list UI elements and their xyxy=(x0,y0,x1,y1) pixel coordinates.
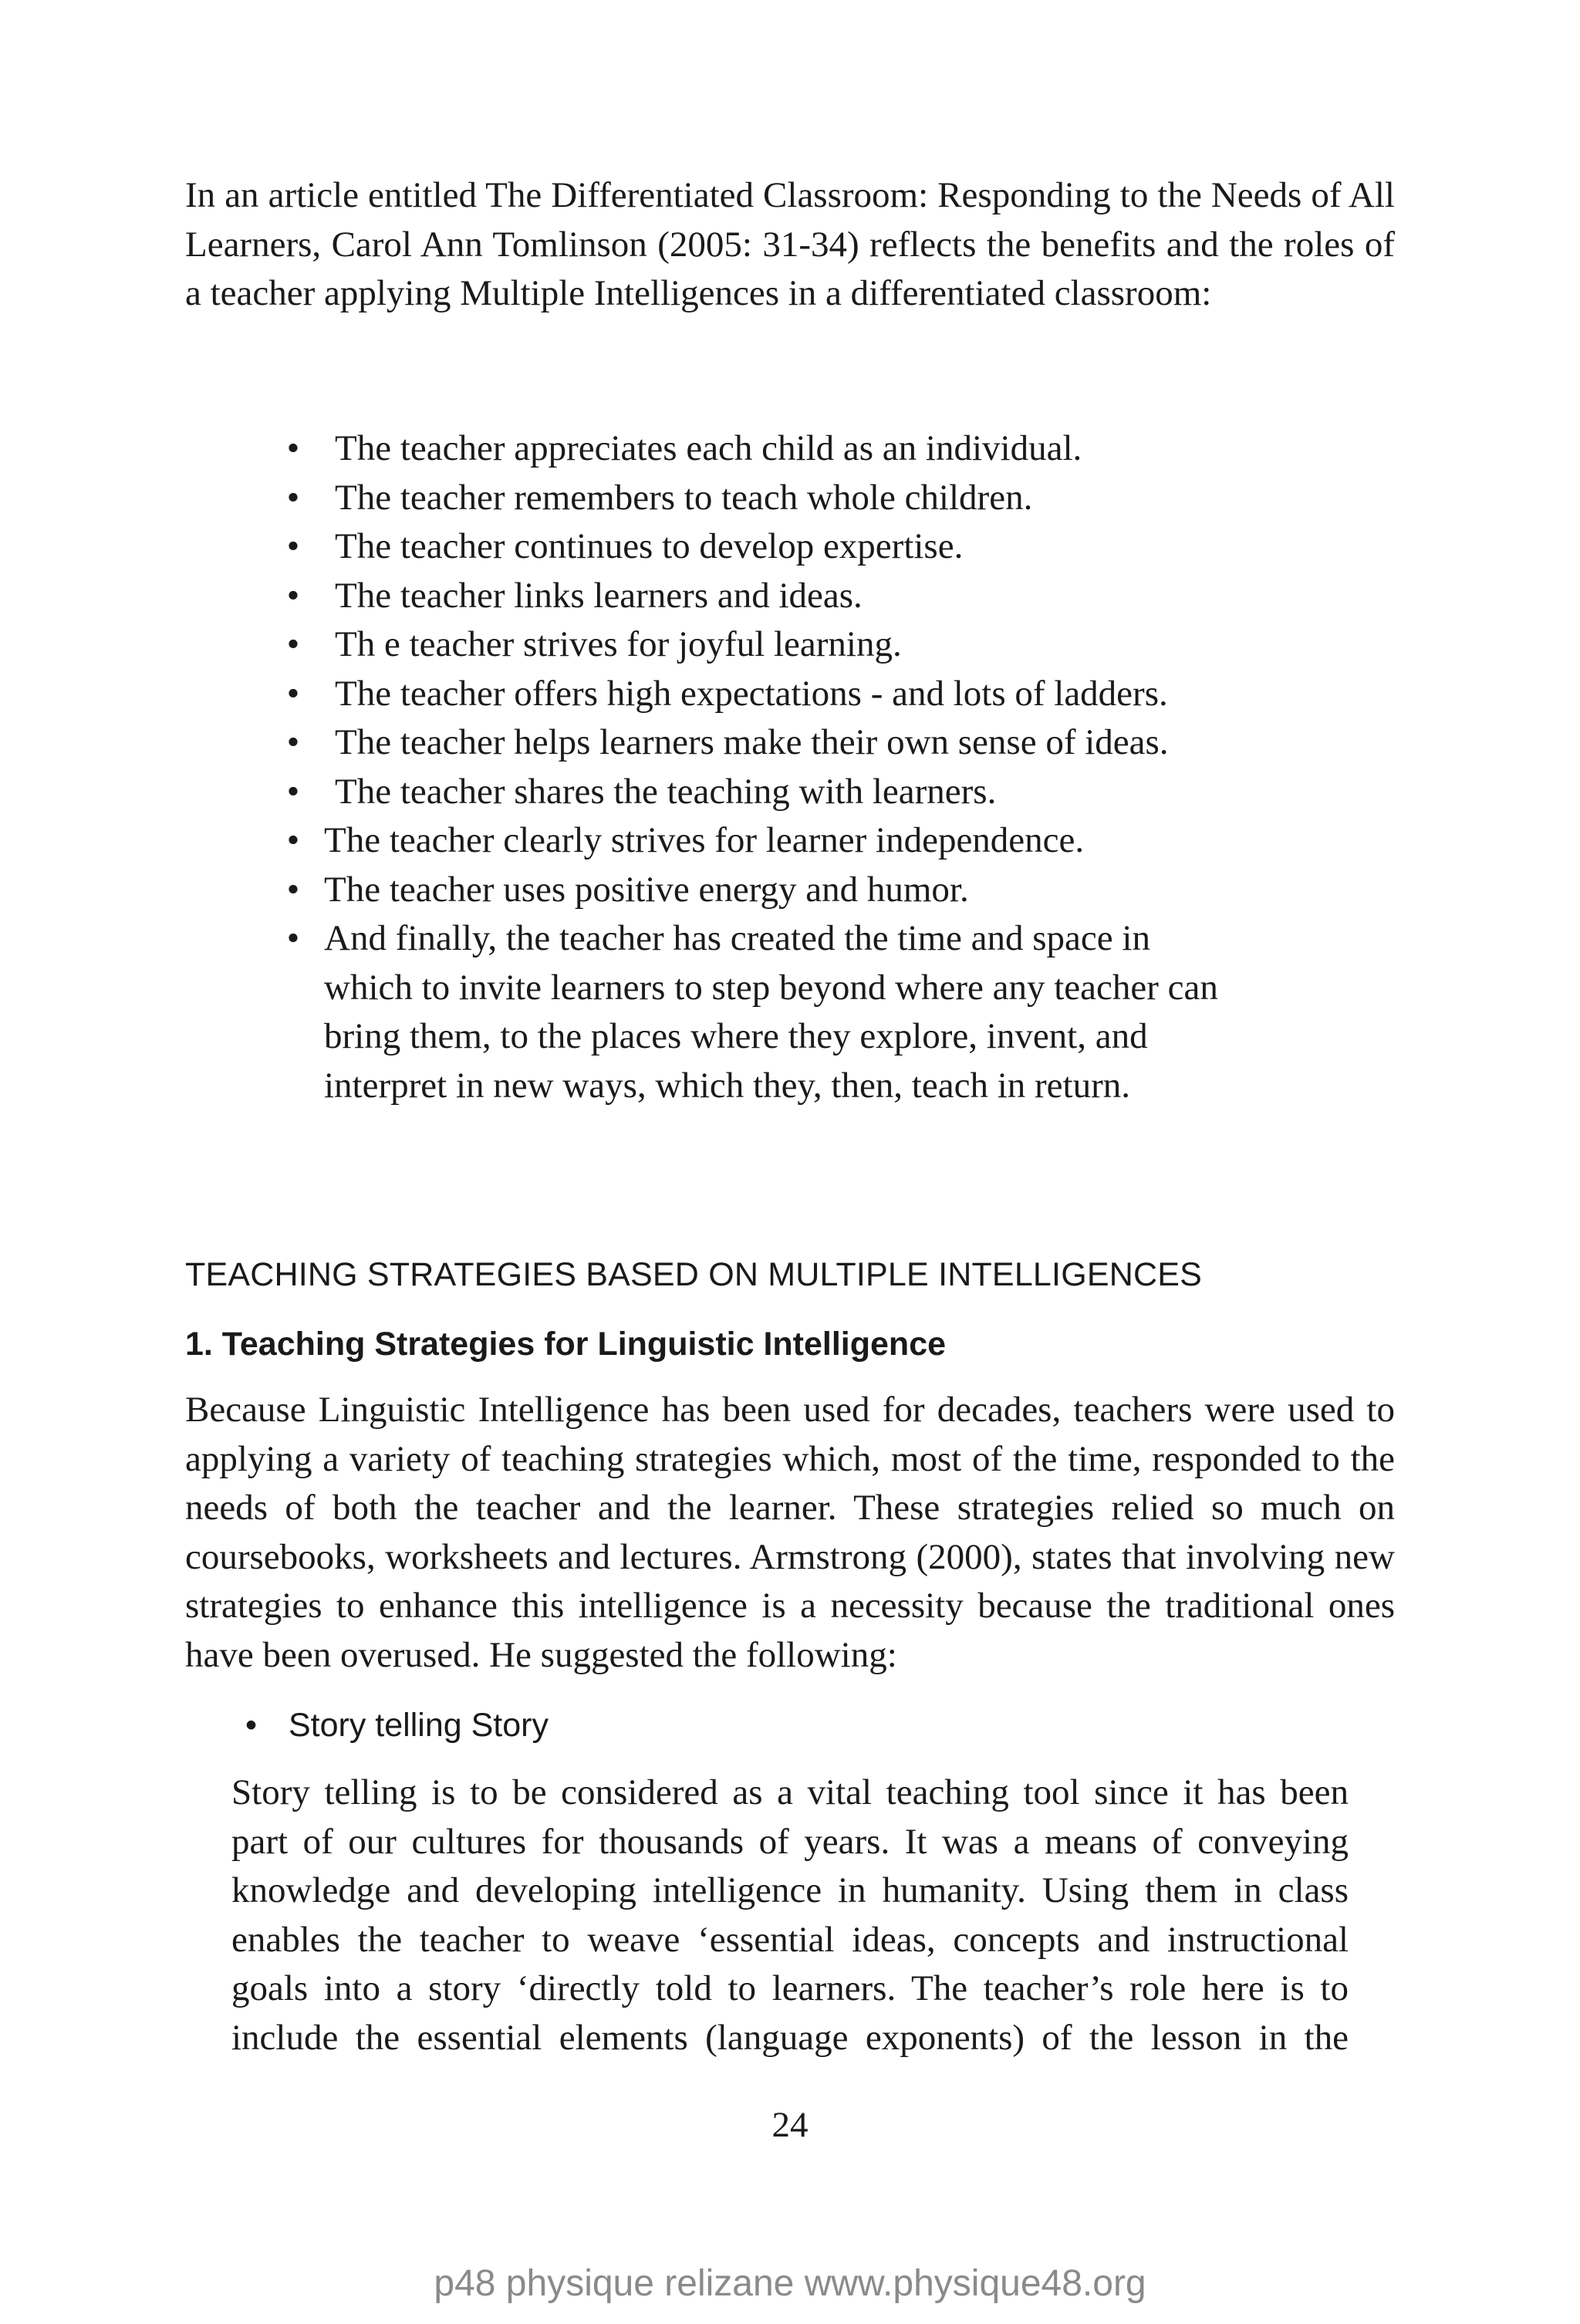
bullet-icon: • xyxy=(286,722,300,762)
paragraph-line: knowledge and developing intelligence in humanity. Using them in class xyxy=(231,1870,1349,1910)
bullet-icon: • xyxy=(286,575,300,616)
list-item: • The teacher uses positive energy and humor. xyxy=(278,866,1281,915)
list-item: • The teacher helps learners make their own sense of ideas. xyxy=(278,718,1281,768)
section-title: TEACHING STRATEGIES BASED ON MULTIPLE INTELLIGENCES xyxy=(185,1256,1202,1293)
list-item: • The teacher shares the teaching with learners. xyxy=(278,768,1281,817)
list-item: • The teacher offers high expectations - and lots of ladders. xyxy=(278,670,1281,719)
teacher-roles-list xyxy=(278,424,1281,1110)
list-item: • The teacher links learners and ideas. xyxy=(278,572,1281,621)
paragraph-line: enables the teacher to weave ‘essential ideas, concepts and instructional xyxy=(231,1919,1349,1960)
paragraph-line: part of our cultures for thousands of years. It was a means of conveying xyxy=(231,1821,1349,1862)
list-item: • The teacher appreciates each child as an individual. xyxy=(278,424,1281,474)
list-item: • And finally, the teacher has created the time and space in which to invite learners to step beyond where any teacher can bring them, to the places where they explore, invent, and interpret in new ways, which they, then, teach in return. xyxy=(278,914,1281,1110)
list-item: • The teacher continues to develop expertise. xyxy=(278,522,1281,572)
intro-paragraph: In an article entitled The Differentiated Classroom: Responding to the Needs of All Learners, Carol Ann Tomlinson (2005: 31-34) reflects the benefits and the roles of a teacher applying Multiple Intelligences in a differentiated classroom: xyxy=(185,175,1395,313)
bullet-icon: • xyxy=(286,624,300,664)
bullet-icon: • xyxy=(286,869,300,910)
bullet-icon: • xyxy=(245,1707,258,1744)
strategy-bullet xyxy=(245,1704,549,1747)
bullet-icon: • xyxy=(286,918,300,958)
paragraph-line: Story telling is to be considered as a vital teaching tool since it has been xyxy=(231,1772,1349,1812)
story-telling-paragraph xyxy=(231,1768,1349,2062)
bullet-icon: • xyxy=(286,477,300,518)
list-item: • The teacher remembers to teach whole children. xyxy=(278,474,1281,523)
subsection-title: 1. Teaching Strategies for Linguistic Intelligence xyxy=(185,1326,947,1363)
bullet-icon: • xyxy=(286,673,300,714)
strategy-label: Story telling Story xyxy=(289,1707,549,1744)
linguistic-paragraph: Because Linguistic Intelligence has been used for decades, teachers were used to applying a variety of teaching strategies which, most of the time, responded to the needs of both the teacher and the learner. These strategies relied so much on coursebooks, worksheets and lectures. Armstrong (2000), states that involving new strategies to enhance this intelligence is a necessity because the traditional ones have been overused. He suggested the following: xyxy=(185,1390,1395,1675)
watermark: p48 physique relizane www.physique48.org xyxy=(434,2263,1146,2304)
bullet-icon: • xyxy=(286,771,300,812)
paragraph-line: include the essential elements (language exponents) of the lesson in the xyxy=(231,2017,1349,2058)
list-item: • The teacher clearly strives for learner independence. xyxy=(278,816,1281,866)
bullet-icon: • xyxy=(286,428,300,468)
list-item: • Th e teacher strives for joyful learning. xyxy=(278,620,1281,670)
paragraph-line: goals into a story ‘directly told to learners. The teacher’s role here is to xyxy=(231,1968,1349,2008)
bullet-icon: • xyxy=(286,526,300,566)
bullet-icon: • xyxy=(286,820,300,860)
page-number: 24 xyxy=(771,2105,809,2145)
